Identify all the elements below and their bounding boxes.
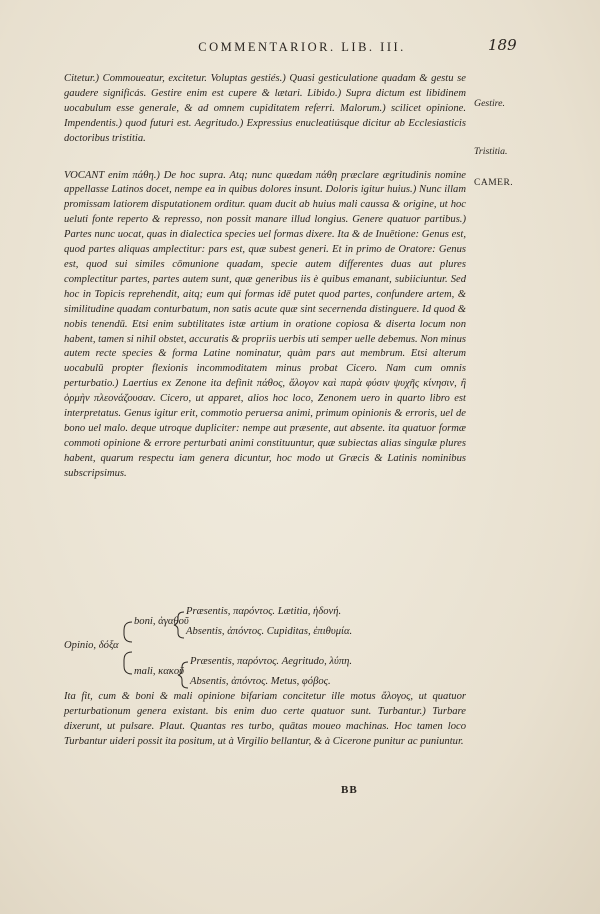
margin-note-tristitia: Tristitia. xyxy=(474,146,508,157)
paragraph-gap xyxy=(64,147,466,169)
perturbation-diagram xyxy=(64,604,444,696)
main-text xyxy=(64,72,466,482)
paragraph-3: Ita fit, cum & boni & mali opinione bifariam concitetur ille motus ἄλογος, ut quatuor perturbationum genera existant. bis enim duo certe quatuor sunt. Turbantur.) Turbare dixerunt, ut pulsare. Plaut. Quantas res turbo, quātas moueo machinas. Hoc tamen loco Turbantur uideri possit ita positum, ut à Virgilio bellantur, & à Cicerone punitur ac puniuntur. xyxy=(64,691,466,747)
tree-boni: boni, ἀγαθοῦ xyxy=(134,616,189,627)
closing-text xyxy=(64,690,466,750)
tree-root: Opinio, δόξα xyxy=(64,640,119,651)
tree-mali-praesentis: Præsentis, παρόντος. Aegritudo, λύπη. xyxy=(190,656,353,667)
paragraph-2: VOCANT enim πάθη.) De hoc supra. Atq; nunc quædam πάθη præclare ægritudinis nomine appellasse Latinos docet, nempe ea in quibus dolores insunt. Doloris igitur huius.) Nunc illam promissam latiorem disputationem orditur. quam ducit ab huius mali caussa & origine, ut hoc ueluti fonte reperto & represso, non possit manare illud longius. Genere quatuor partibus.) Partes nunc uocat, quas in dialectica species uel formas dixere. Ita & de Inuētione: Genus est, quod partes aliquas amplectitur: pars est, quæ subest generi. Et in primo de Oratore: Genus est, quod sui similes cōmunione quadam, specie autem differentes duas aut plures complectitur partes, partes autem sunt, quæ generibus iis è quibus emanant, subiiciuntur. Sed hoc in Topicis reprehendit, aitq; eum qui formas idē putet quod partes, confundere artem, & similitudine quadam conturbatum, non satis acute quæ sint secernenda distinguere. Id quod & nobis tenendū. Etsi enim subtilitates istæ artium in oratione copiosa & diserta locum non habent, tamen si nihil obstet, accuratis & propriis uerbis uti semper uelle debemus. Non minus autem recte species & forma Latine nominatur, quàm pars aut membrum. Etsi alterum uocabulū propter flexionis incommoditatem minus probat Cicero. Nam cum omnis perturbatio.) Laertius ex Zenone ita definit πάθος, ἄλογον καὶ παρὰ φύσιν ψυχῆς κίνησιν, ἢ ὁρμὴν πλεονάζουσαν. Cicero, ut apparet, alios hoc loco, Zenonem uero in quarto libro est interpretatus. Genus igitur erit, commotio peruersa animi, primum opinionis & erroris, uel de bono uel malo. deque utroque dupliciter: nempe aut præsente, aut absente. ita quatuor formæ commoti opinione & errore perturbati animi constituuntur, quæ subiectas alias singulæ plures habent, quarum respectu iam genera dicuntur, hoc modo ut Græcis & Latinis nominibus subscripsimus. xyxy=(64,169,466,479)
margin-note-gestire: Gestire. xyxy=(474,98,505,109)
margin-note-camer: CAMER. xyxy=(474,178,514,188)
tree-mali: mali, κακοῦ xyxy=(134,666,185,677)
tree-boni-absentis: Absentis, ἀπόντος. Cupiditas, ἐπιθυμία. xyxy=(186,626,353,637)
paragraph-1: Citetur.) Commoueatur, excitetur. Voluptas gestiés.) Quasi gesticulatione quadam & gestu se gaudere significás. Gestire enim est cupere & lætari. Libido.) Supra dictum est libidinem uocabulum esse generale, & ad omnem cupiditatem referri. Malorum.) scilicet opinione. Impendentis.) quod futuri est. Aegritudo.) Expressius enucleatiúsque dicitur ab Ecclesiasticis doctoribus tristitia. xyxy=(64,73,466,144)
running-title: COMMENTARIOR. LIB. III. xyxy=(198,40,406,54)
tree-boni-praesentis: Præsentis, παρόντος. Lætitia, ἡδονή. xyxy=(186,606,342,617)
signature-mark: BB xyxy=(341,784,358,796)
page-number: 189 xyxy=(488,36,517,54)
tree-mali-absentis: Absentis, ἀπόντος. Metus, φόβος. xyxy=(190,676,331,687)
